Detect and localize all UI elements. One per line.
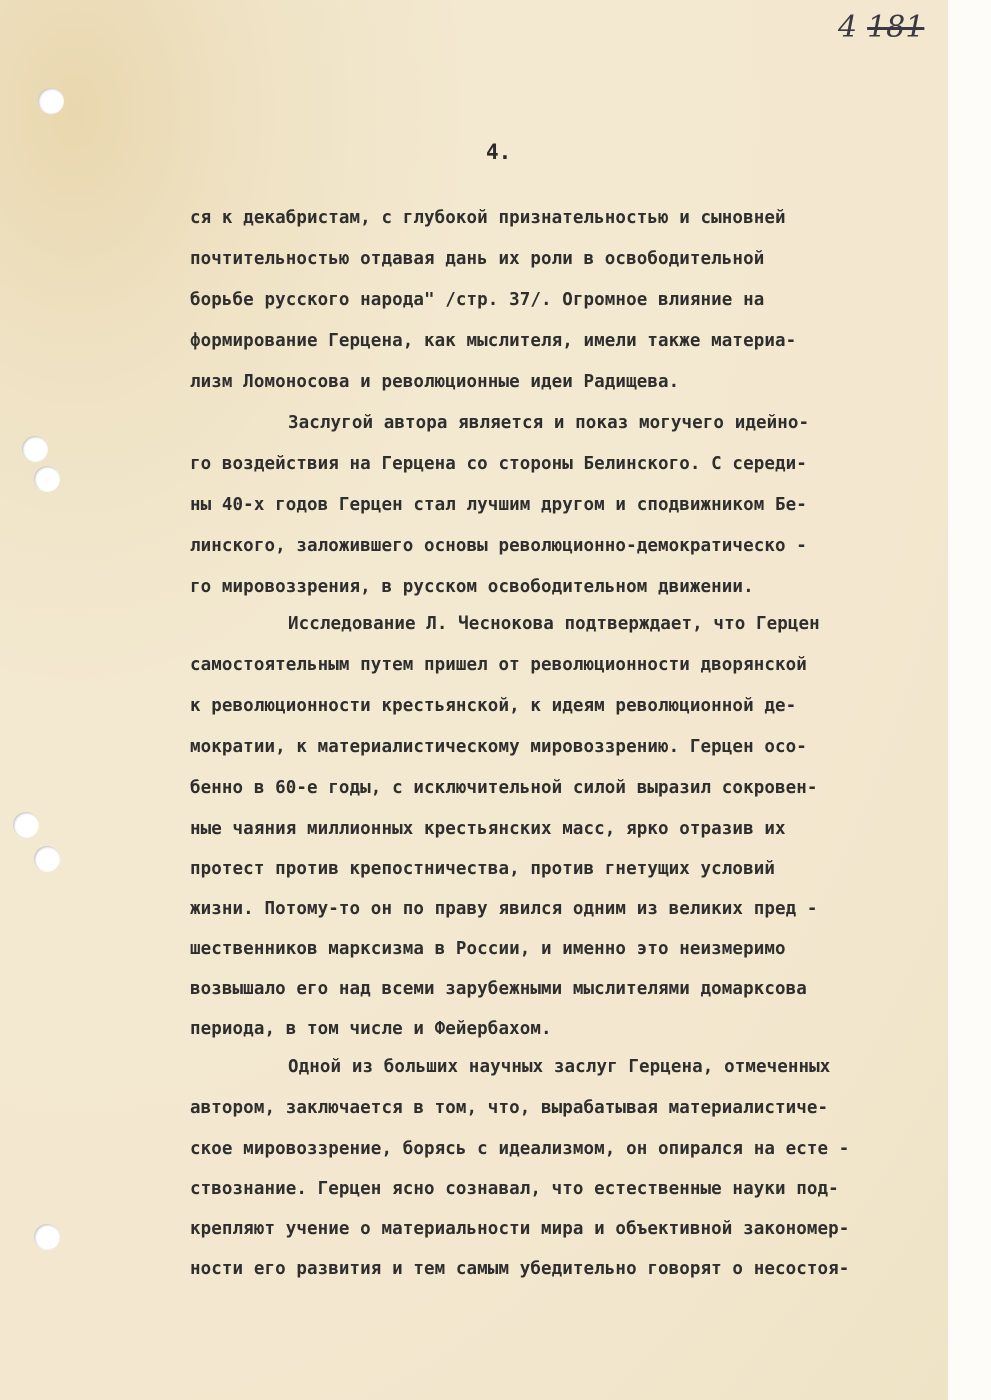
punch-hole bbox=[34, 1224, 60, 1250]
text-line: шественников марксизма в России, и именно это неизмеримо bbox=[190, 939, 786, 959]
text-line: Исследование Л. Чеснокова подтверждает, что Герцен bbox=[288, 614, 820, 634]
punch-hole bbox=[22, 436, 48, 462]
text-line: ны 40-х годов Герцен стал лучшим другом и сподвижником Бе- bbox=[190, 495, 807, 515]
archive-number-crossed: 181 bbox=[867, 10, 925, 45]
text-line: лизм Ломоносова и революционные идеи Радищева. bbox=[190, 372, 680, 392]
text-line: формирование Герцена, как мыслителя, имели также материа- bbox=[190, 331, 797, 351]
text-line: возвышало его над всеми зарубежными мыслителями домарксова bbox=[190, 979, 807, 999]
text-line: протест против крепостничества, против гнетущих условий bbox=[190, 859, 775, 879]
text-line: ные чаяния миллионных крестьянских масс, ярко отразив их bbox=[190, 819, 786, 839]
text-line: Заслугой автора является и показ могучего идейно- bbox=[288, 413, 810, 433]
text-line: автором, заключается в том, что, вырабатывая материалистиче- bbox=[190, 1098, 829, 1118]
text-line: жизни. Потому-то он по праву явился одним из великих пред - bbox=[190, 899, 818, 919]
text-line: бенно в 60-е годы, с исключительной силой выразил сокровен- bbox=[190, 778, 818, 798]
text-line: крепляют учение о материальности мира и объективной закономер- bbox=[190, 1219, 850, 1239]
text-line: ское мировоззрение, борясь с идеализмом, он опирался на есте - bbox=[190, 1139, 850, 1159]
punch-hole bbox=[38, 88, 64, 114]
punch-hole bbox=[34, 466, 60, 492]
punch-hole bbox=[13, 812, 39, 838]
text-line: почтительностью отдавая дань их роли в освободительной bbox=[190, 249, 765, 269]
text-line: ся к декабристам, с глубокой признательностью и сыновней bbox=[190, 208, 786, 228]
text-line: самостоятельным путем пришел от революционности дворянской bbox=[190, 655, 807, 675]
text-line: го воздействия на Герцена со стороны Белинского. С середи- bbox=[190, 454, 807, 474]
text-line: линского, заложившего основы революционно-демократическо - bbox=[190, 536, 807, 556]
text-line: Одной из больших научных заслуг Герцена, отмеченных bbox=[288, 1057, 831, 1077]
page-number: 4. bbox=[486, 140, 512, 164]
text-line: к революционности крестьянской, к идеям революционной де- bbox=[190, 696, 797, 716]
punch-hole bbox=[34, 846, 60, 872]
text-line: периода, в том числе и Фейербахом. bbox=[190, 1019, 552, 1039]
text-line: мократии, к материалистическому мировоззрению. Герцен осо- bbox=[190, 737, 807, 757]
text-line: борьбе русского народа" /стр. 37/. Огромное влияние на bbox=[190, 290, 765, 310]
text-line: ствознание. Герцен ясно сознавал, что естественные науки под- bbox=[190, 1179, 839, 1199]
text-line: го мировоззрения, в русском освободительном движении. bbox=[190, 577, 754, 597]
archive-page-number bbox=[838, 10, 924, 45]
text-line: ности его развития и тем самым убедительно говорят о несостоя- bbox=[190, 1259, 850, 1279]
archive-number-current: 4 bbox=[838, 10, 858, 45]
